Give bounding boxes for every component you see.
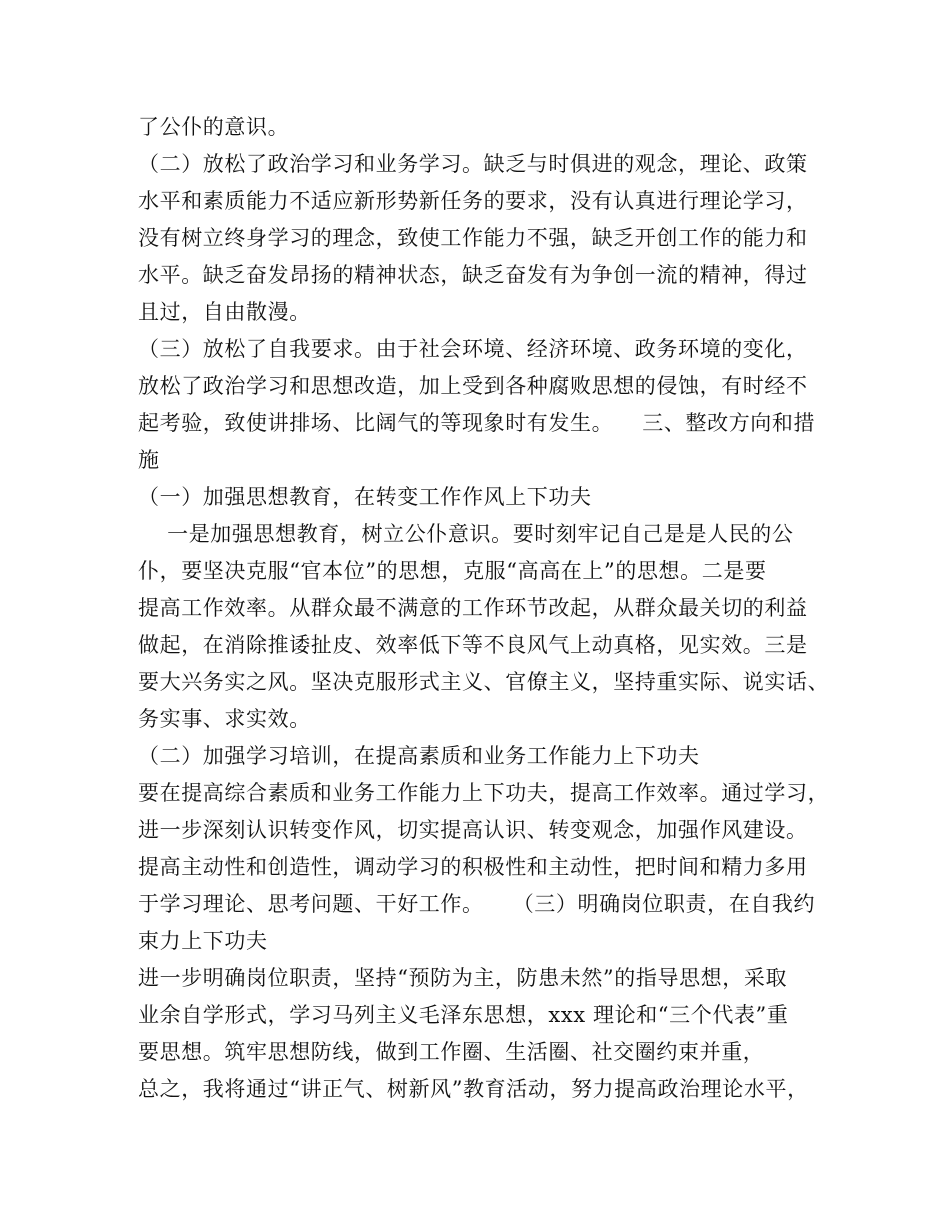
text-line: （二）放松了政治学习和业务学习。缺乏与时俱进的观念，理论、政策 (138, 152, 808, 176)
text-line: 放松了政治学习和思想改造，加上受到各种腐败思想的侵蚀，有时经不 (138, 374, 808, 398)
text-line: 提高主动性和创造性，调动学习的积极性和主动性，把时间和精力多用 (138, 855, 808, 879)
text-line: 起考验，致使讲排场、比阔气的等现象时有发生。 三、整改方向和措 (138, 411, 816, 435)
text-line: 施 (138, 448, 160, 472)
text-line: 且过，自由散漫。 (138, 300, 311, 324)
text-line: （一）加强思想教育，在转变工作作风上下功夫 (138, 485, 592, 509)
text-line: 要大兴务实之风。坚决克服形式主义、官僚主义，坚持重实际、说实话、 (138, 670, 830, 694)
text-line: 进一步深刻认识转变作风，切实提高认识、转变观念，加强作风建设。 (138, 818, 808, 842)
text-line: 要思想。筑牢思想防线，做到工作圈、生活圈、社交圈约束并重， (138, 1040, 765, 1064)
text-line: 水平。缺乏奋发昂扬的精神状态，缺乏奋发有为争创一流的精神，得过 (138, 263, 808, 287)
text-line: 水平和素质能力不适应新形势新任务的要求，没有认真进行理论学习， (138, 189, 808, 213)
text-line: 仆，要坚决克服“官本位”的思想，克服“高高在上”的思想。二是要 (138, 559, 767, 583)
text-line: 总之，我将通过“讲正气、树新风”教育活动，努力提高政治理论水平， (138, 1077, 809, 1101)
text-line: 做起，在消除推诿扯皮、效率低下等不良风气上动真格，见实效。三是 (138, 633, 808, 657)
document-body (138, 109, 838, 1108)
text-line: 务实事、求实效。 (138, 707, 311, 731)
text-line: （二）加强学习培训，在提高素质和业务工作能力上下功夫 (138, 744, 700, 768)
text-line: 于学习理论、思考问题、干好工作。 （三）明确岗位职责，在自我约 (138, 892, 816, 916)
text-line: 业余自学形式，学习马列主义毛泽东思想，xxx 理论和“三个代表”重 (138, 1003, 789, 1027)
text-line: 一是加强思想教育，树立公仆意识。要时刻牢记自己是是人民的公 (138, 522, 794, 546)
text-line: （三）放松了自我要求。由于社会环境、经济环境、政务环境的变化， (138, 337, 808, 361)
text-line: 束力上下功夫 (138, 929, 268, 953)
text-line: 进一步明确岗位职责，坚持“预防为主，防患未然”的指导思想，采取 (138, 966, 788, 990)
text-line: 没有树立终身学习的理念，致使工作能力不强，缺乏开创工作的能力和 (138, 226, 808, 250)
text-line: 要在提高综合素质和业务工作能力上下功夫，提高工作效率。通过学习， (138, 781, 830, 805)
text-line: 提高工作效率。从群众最不满意的工作环节改起，从群众最关切的利益 (138, 596, 808, 620)
text-line: 了公仆的意识。 (138, 115, 290, 139)
